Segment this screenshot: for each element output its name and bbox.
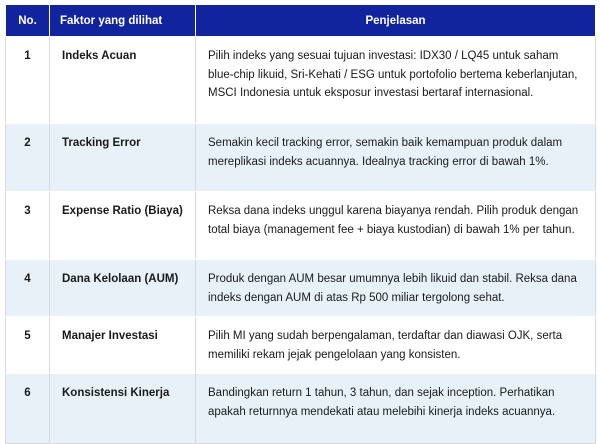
row-factor: Konsistensi Kinerja xyxy=(50,374,196,444)
row-explanation: Reksa dana indeks unggul karena biayanya rendah. Pilih produk dengan total biaya (management fee + biaya kustodian) di bawah 1% per tahun. xyxy=(196,192,596,260)
row-explanation: Pilih MI yang sudah berpengalaman, terdaftar dan diawasi OJK, serta memiliki rekam jejak pengelolaan yang konsisten. xyxy=(196,317,596,374)
row-number: 1 xyxy=(6,37,50,124)
row-number: 6 xyxy=(6,374,50,444)
row-factor: Dana Kelolaan (AUM) xyxy=(50,260,196,317)
table-row xyxy=(6,192,596,260)
row-number: 3 xyxy=(6,192,50,260)
table-row xyxy=(6,260,596,317)
table-row xyxy=(6,317,596,374)
row-explanation: Semakin kecil tracking error, semakin baik kemampuan produk dalam mereplikasi indeks acuannya. Idealnya tracking error di bawah 1%. xyxy=(196,124,596,192)
row-explanation: Produk dengan AUM besar umumnya lebih likuid dan stabil. Reksa dana indeks dengan AUM di atas Rp 500 miliar tergolong sehat. xyxy=(196,260,596,317)
table-row xyxy=(6,374,596,444)
header-factor: Faktor yang dilihat xyxy=(50,5,196,37)
table-row xyxy=(6,124,596,192)
row-explanation: Pilih indeks yang sesuai tujuan investasi: IDX30 / LQ45 untuk saham blue-chip likuid, Sri-Kehati / ESG untuk portofolio bertema keberlanjutan, MSCI Indonesia untuk eksposur investasi bertaraf internasional. xyxy=(196,37,596,124)
row-factor: Manajer Investasi xyxy=(50,317,196,374)
table-row xyxy=(6,37,596,124)
row-explanation: Bandingkan return 1 tahun, 3 tahun, dan sejak inception. Perhatikan apakah returnnya mendekati atau melebihi kinerja indeks acuannya. xyxy=(196,374,596,444)
table-header-row xyxy=(6,5,596,37)
row-number: 2 xyxy=(6,124,50,192)
header-explanation: Penjelasan xyxy=(196,5,596,37)
row-factor: Indeks Acuan xyxy=(50,37,196,124)
row-factor: Expense Ratio (Biaya) xyxy=(50,192,196,260)
row-factor: Tracking Error xyxy=(50,124,196,192)
factor-table xyxy=(5,4,596,444)
header-no: No. xyxy=(6,5,50,37)
factor-table-container xyxy=(5,4,595,444)
row-number: 4 xyxy=(6,260,50,317)
row-number: 5 xyxy=(6,317,50,374)
